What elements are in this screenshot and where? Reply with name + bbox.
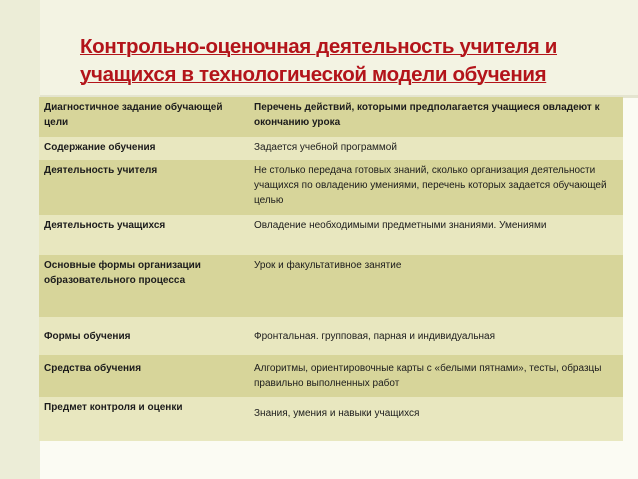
row-value: Знания, умения и навыки учащихся [249,397,623,441]
row-value: Фронтальная. групповая, парная и индивидуальная [249,317,623,355]
row-label: Деятельность учителя [39,160,249,215]
row-label: Формы обучения [39,317,249,355]
left-decor-bar [0,0,40,479]
slide-title-line-2: учащихся в технологической модели обучения [80,63,547,86]
table-row [39,317,623,355]
row-label: Деятельность учащихся [39,215,249,255]
table-row [39,255,623,317]
row-label: Содержание обучения [39,137,249,160]
table-row [39,137,623,160]
table-row [39,397,623,441]
row-label: Средства обучения [39,355,249,397]
table-row [39,355,623,397]
table-row [39,160,623,215]
table-header-row [39,97,623,137]
row-value: Овладение необходимыми предметными знаниями. Умениями [249,215,623,255]
slide-title [80,33,636,89]
row-label: Основные формы организации образовательного процесса [39,255,249,317]
row-value: Алгоритмы, ориентировочные карты с «белыми пятнами», тесты, образцы правильно выполненных работ [249,355,623,397]
row-value: Урок и факультативное занятие [249,255,623,317]
row-value: Не столько передача готовых знаний, сколько организация деятельности учащихся по овладению умениями, перечень которых задается обучающей целью [249,160,623,215]
header-cell-diagnostic-task: Диагностичное задание обучающей цели [39,97,249,137]
comparison-table [39,97,623,441]
row-label: Предмет контроля и оценки [39,397,249,441]
row-value: Задается учебной программой [249,137,623,160]
slide-title-line-1: Контрольно-оценочная деятельность учителя и [80,35,558,58]
header-cell-action-list: Перечень действий, которыми предполагается учащиеся овладеют к окончанию урока [249,97,623,137]
table-row [39,215,623,255]
